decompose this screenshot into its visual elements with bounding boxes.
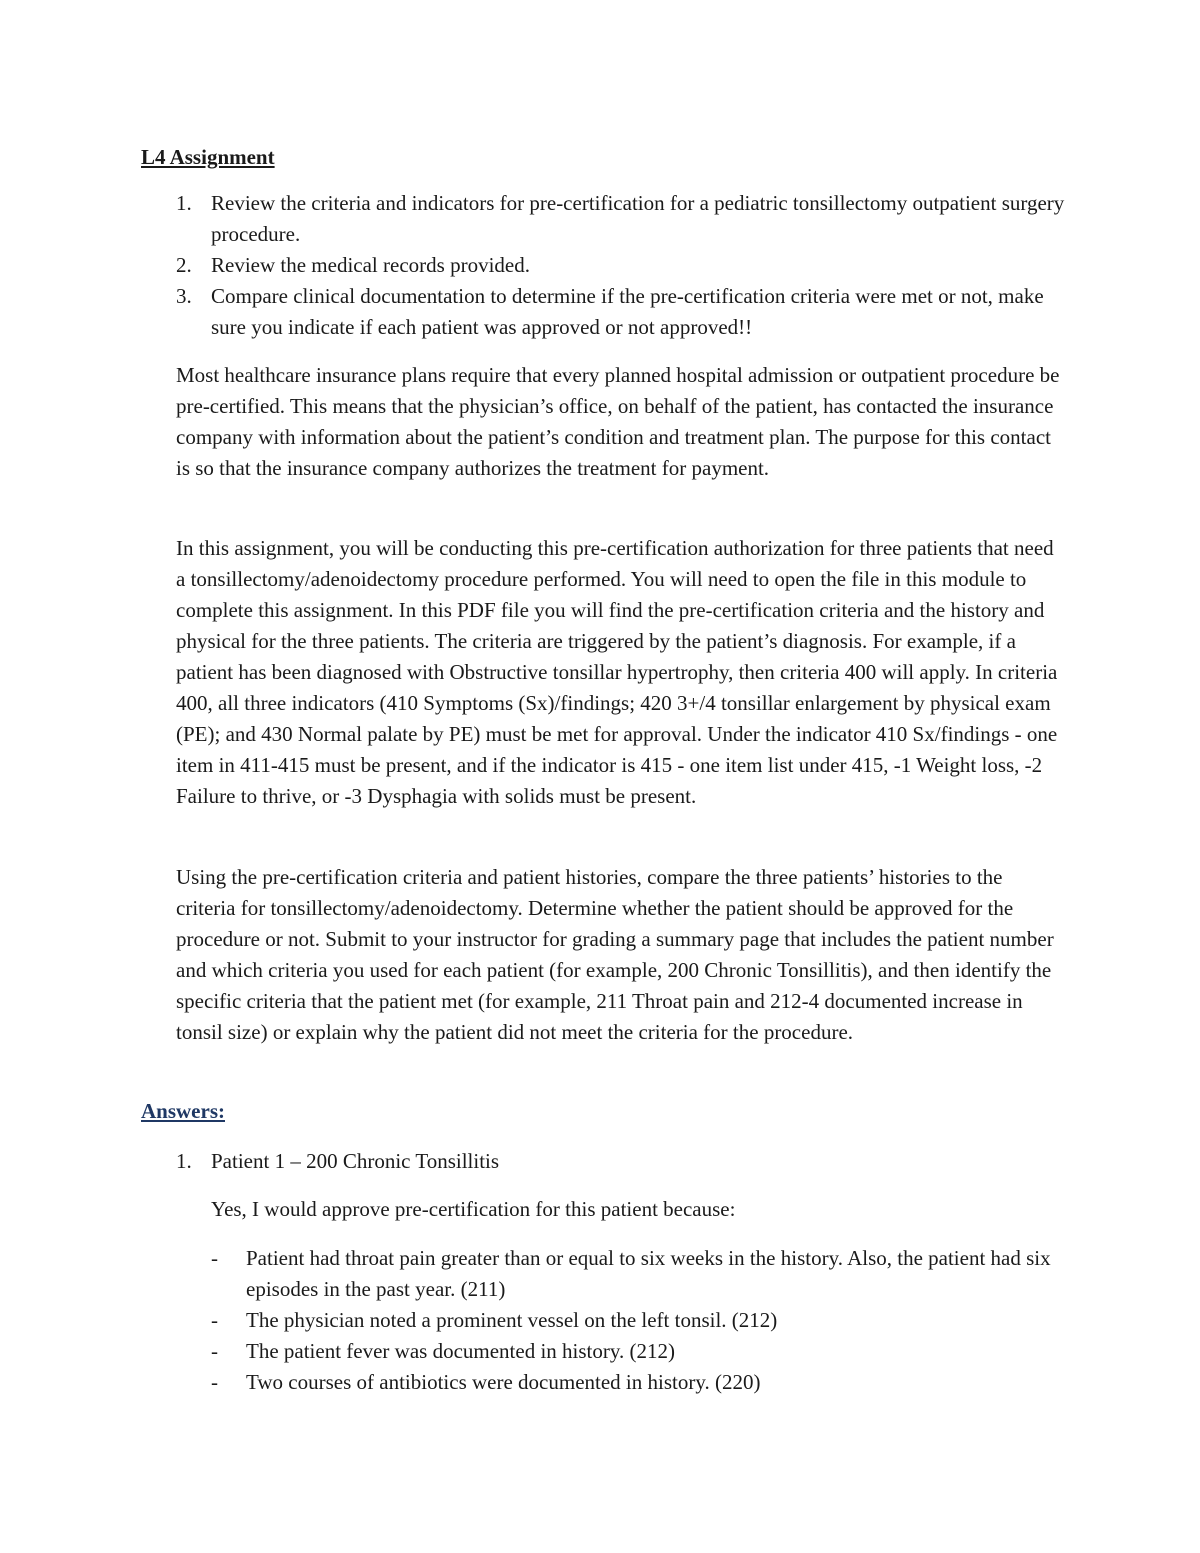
approval-reasons	[211, 1243, 1071, 1398]
submission-paragraph: Using the pre-certification criteria and patient histories, compare the three patients’ histories to the criteria for tonsillectomy/adenoidectomy. Determine whether the patient should be approved for the procedure or not. Submit to your instructor for grading a summary page that includes the patient number and which criteria you used for each patient (for example, 200 Chronic Tonsillitis), and then identify the specific criteria that the patient met (for example, 211 Throat pain and 212-4 documented increase in tonsil size) or explain why the patient did not meet the criteria for the procedure.	[176, 865, 1054, 1044]
reason-dash: -	[211, 1370, 218, 1394]
reason-dash: -	[211, 1339, 218, 1363]
approval-statement: Yes, I would approve pre-certification for this patient because:	[211, 1197, 736, 1221]
step-number: 1.	[176, 191, 192, 215]
step-text: Review the criteria and indicators for pre-certification for a pediatric tonsillectomy outpatient surgery procedure.	[211, 191, 1065, 246]
instruction-steps	[141, 188, 1071, 343]
reason-text: The physician noted a prominent vessel on the left tonsil. (212)	[246, 1308, 778, 1332]
reason-text: The patient fever was documented in history. (212)	[246, 1339, 676, 1363]
step-number: 3.	[176, 284, 192, 308]
step-text: Compare clinical documentation to determine if the pre-certification criteria were met or not, make sure you indicate if each patient was approved or not approved!!	[211, 284, 1044, 339]
reason-item	[211, 1336, 1071, 1367]
reason-dash: -	[211, 1308, 218, 1332]
intro-paragraph: Most healthcare insurance plans require that every planned hospital admission or outpatient procedure be pre-certified. This means that the physician’s office, on behalf of the patient, has contacted the insurance company with information about the patient’s condition and treatment plan. The purpose for this contact is so that the insurance company authorizes the treatment for payment.	[176, 363, 1060, 480]
reason-item	[211, 1367, 1071, 1398]
assignment-paragraph: In this assignment, you will be conducting this pre-certification authorization for three patients that need a tonsillectomy/adenoidectomy procedure performed. You will need to open the file in this module to complete this assignment. In this PDF file you will find the pre-certification criteria and the history and physical for the three patients. The criteria are triggered by the patient’s diagnosis. For example, if a patient has been diagnosed with Obstructive tonsillar hypertrophy, then criteria 400 will apply. In criteria 400, all three indicators (410 Symptoms (Sx)/findings; 420 3+/4 tonsillar enlargement by physical exam (PE); and 430 Normal palate by PE) must be met for approval. Under the indicator 410 Sx/findings - one item in 411-415 must be present, and if the indicator is 415 - one item list under 415, -1 Weight loss, -2 Failure to thrive, or -3 Dysphagia with solids must be present.	[176, 536, 1058, 808]
reason-text: Patient had throat pain greater than or equal to six weeks in the history. Also, the patient had six episodes in the past year. (211)	[246, 1246, 1051, 1301]
document-title: L4 Assignment	[141, 145, 275, 169]
answer-number: 1.	[176, 1149, 192, 1173]
reason-item	[211, 1305, 1071, 1336]
step-number: 2.	[176, 253, 192, 277]
answer-label: Patient 1 – 200 Chronic Tonsillitis	[211, 1149, 500, 1173]
step-item	[141, 281, 1071, 343]
reason-dash: -	[211, 1246, 218, 1270]
step-item	[141, 250, 1071, 281]
reason-item	[211, 1243, 1071, 1305]
step-item	[141, 188, 1071, 250]
reason-text: Two courses of antibiotics were documented in history. (220)	[246, 1370, 761, 1394]
step-text: Review the medical records provided.	[211, 253, 530, 277]
answers-heading: Answers:	[141, 1099, 225, 1123]
